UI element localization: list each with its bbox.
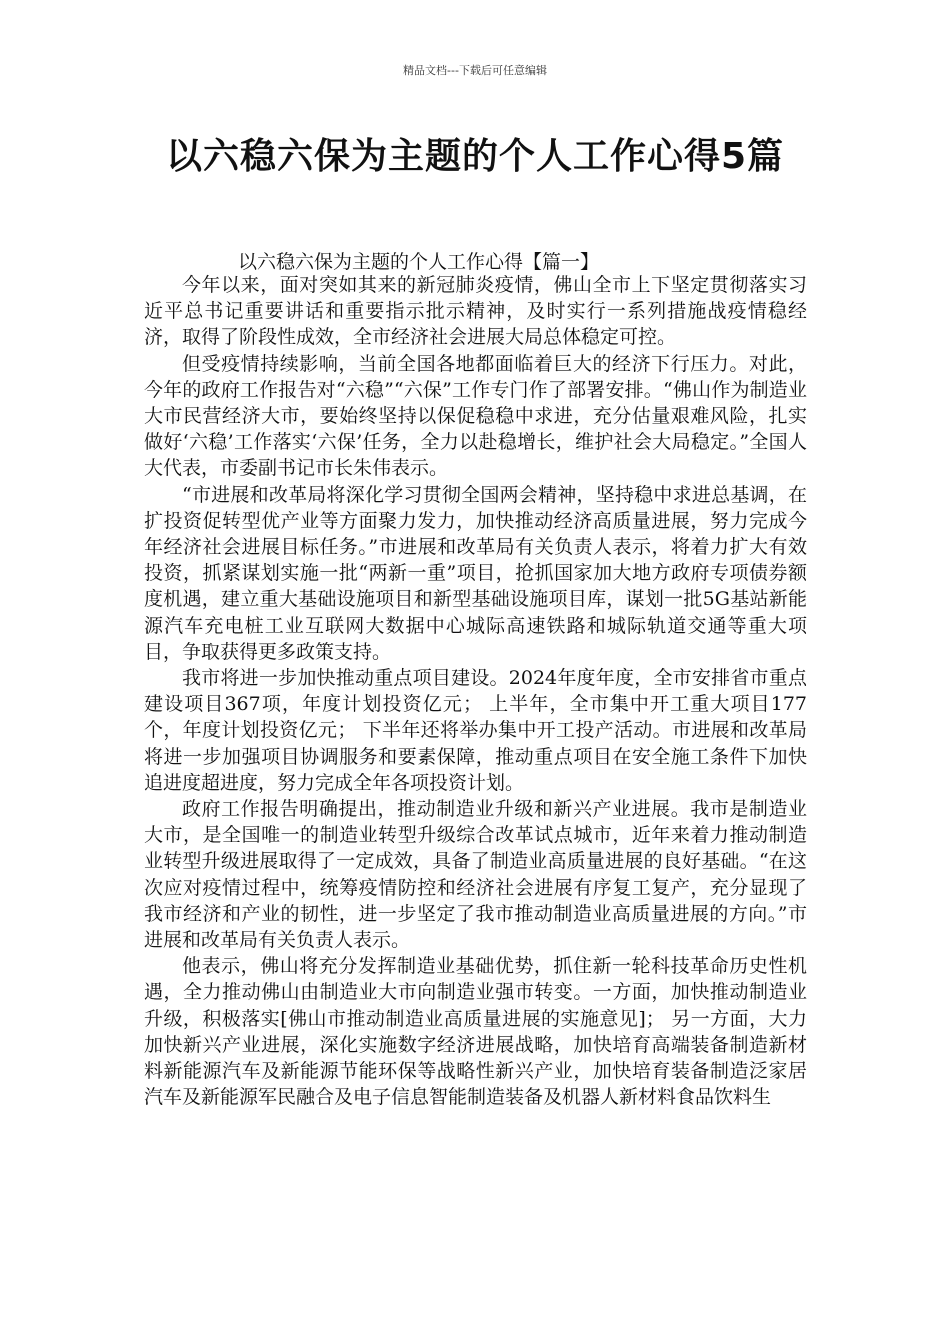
section-title: 以六稳六保为主题的个人工作心得【篇一】 — [238, 251, 600, 273]
paragraph: 但受疫情持续影响，当前全国各地都面临着巨大的经济下行压力。对此，今年的政府工作报告对“六稳”“六保”工作专门作了部署安排。“佛山作为制造业大市民营经济大市，要始终坚持以保促稳稳中求进，充分估量艰难风险，扎实做好‘六稳’工作落实‘六保’任务，全力以赴稳增长，维护社会大局稳定。”全国人大代表，市委副书记市长朱伟表示。 — [144, 352, 807, 480]
document-body — [144, 272, 807, 1111]
paragraph: “市进展和改革局将深化学习贯彻全国两会精神，坚持稳中求进总基调，在扩投资促转型优产业等方面聚力发力，加快推动经济高质量进展，努力完成今年经济社会进展目标任务。”市进展和改革局有关负责人表示，将着力扩大有效投资，抓紧谋划实施一批“两新一重”项目，抢抓国家加大地方政府专项债券额度机遇，建立重大基础设施项目和新型基础设施项目库，谋划一批5G基站新能源汽车充电桩工业互联网大数据中心城际高速铁路和城际轨道交通等重大项目，争取获得更多政策支持。 — [144, 483, 807, 663]
paragraph: 他表示，佛山将充分发挥制造业基础优势，抓住新一轮科技革命历史性机遇，全力推动佛山由制造业大市向制造业强市转变。一方面，加快推动制造业升级，积极落实[佛山市推动制造业高质量进展的实施意见]； 另一方面，大力加快新兴产业进展，深化实施数字经济进展战略，加快培育高端装备制造新材料新能源汽车及新能源节能环保等战略性新兴产业，加快培育装备制造泛家居汽车及新能源军民融合及电子信息智能制造装备及机器人新材料食品饮料生 — [144, 955, 807, 1109]
page-header-note: 精品文档---下载后可任意编辑 — [403, 64, 547, 77]
paragraph: 今年以来，面对突如其来的新冠肺炎疫情，佛山全市上下坚定贯彻落实习近平总书记重要讲话和重要指示批示精神，及时实行一系列措施战疫情稳经济，取得了阶段性成效，全市经济社会进展大局总体稳定可控。 — [144, 274, 807, 349]
document-title: 以六稳六保为主题的个人工作心得5篇 — [165, 136, 785, 177]
paragraph: 政府工作报告明确提出，推动制造业升级和新兴产业进展。我市是制造业大市，是全国唯一的制造业转型升级综合改革试点城市，近年来着力推动制造业转型升级进展取得了一定成效，具备了制造业高质量进展的良好基础。“在这次应对疫情过程中，统筹疫情防控和经济社会进展有序复工复产，充分显现了我市经济和产业的韧性，进一步坚定了我市推动制造业高质量进展的方向。”市进展和改革局有关负责人表示。 — [144, 798, 807, 952]
paragraph: 我市将进一步加快推动重点项目建设。2024年度年度，全市安排省市重点建设项目367项，年度计划投资亿元； 上半年，全市集中开工重大项目177个，年度计划投资亿元； 下半年还将举办集中开工投产活动。市进展和改革局将进一步加强项目协调服务和要素保障，推动重点项目在安全施工条件下加快追进度超进度，努力完成全年各项投资计划。 — [144, 667, 807, 794]
